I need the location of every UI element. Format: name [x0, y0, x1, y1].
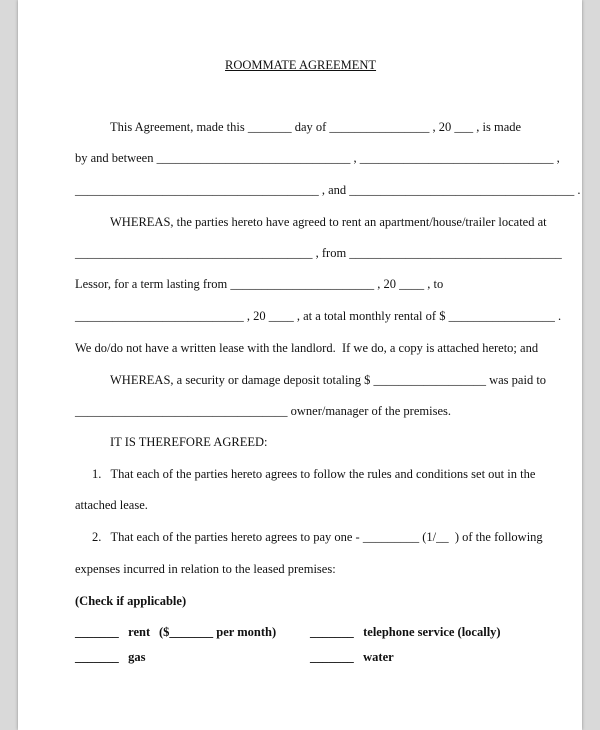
check-item-rent-amount: ($_______ per month)	[159, 625, 277, 639]
clause-1-line-2: attached lease.	[75, 498, 148, 512]
whereas-rent-line: WHEREAS, the parties hereto have agreed to rent an apartment/house/trailer located at	[110, 215, 547, 229]
term-start-line: Lessor, for a term lasting from _______________________ , 20 ____ , to	[75, 277, 444, 291]
clause-1-line-1: 1. That each of the parties hereto agrees to follow the rules and conditions set out in the	[92, 467, 536, 481]
document-title: ROOMMATE AGREEMENT	[225, 58, 377, 72]
check-item-rent: _______ rent	[75, 625, 151, 639]
parties-line-2: _______________________________________ , and ____________________________________ .	[75, 183, 581, 197]
therefore-agreed-heading: IT IS THEREFORE AGREED:	[110, 435, 268, 449]
whereas-deposit-line: WHEREAS, a security or damage deposit totaling $ __________________ was paid to	[110, 373, 547, 387]
clause-2-line-1: 2. That each of the parties hereto agrees to pay one - _________ (1/__ ) of the following	[92, 530, 543, 544]
check-heading: (Check if applicable)	[75, 594, 187, 608]
check-item-telephone: _______ telephone service (locally)	[310, 625, 501, 639]
check-item-water: _______ water	[310, 650, 394, 664]
term-end-rental-line: ___________________________ , 20 ____ , at a total monthly rental of $ _________________ .	[75, 309, 562, 323]
document-page	[18, 0, 582, 730]
clause-2-line-2: expenses incurred in relation to the leased premises:	[75, 562, 336, 576]
check-item-gas: _______ gas	[75, 650, 146, 664]
agreement-date-line: This Agreement, made this _______ day of ________________ , 20 ___ , is made	[110, 120, 522, 134]
location-lessor-line: ______________________________________ , from __________________________________	[75, 246, 562, 260]
owner-manager-line: __________________________________ owner/manager of the premises.	[75, 404, 451, 418]
written-lease-line: We do/do not have a written lease with the landlord. If we do, a copy is attached hereto; and	[75, 341, 539, 355]
parties-line-1: by and between _______________________________ , _______________________________ ,	[75, 151, 560, 165]
